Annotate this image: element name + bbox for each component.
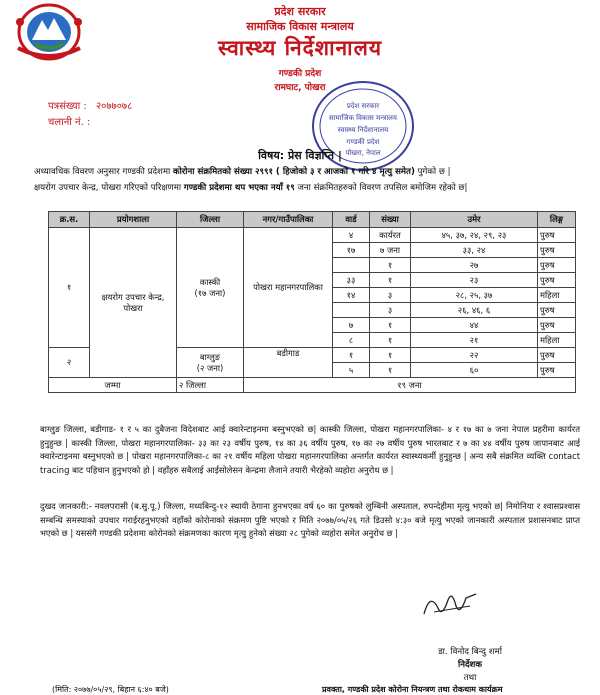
cell-muni-1: पोखरा महानगरपालिका: [244, 228, 333, 348]
header-line-5: रामघाट, पोखरा: [274, 83, 326, 93]
cell-age: ६०: [411, 363, 538, 378]
table-total-row: [49, 378, 576, 393]
table-header-row: [49, 212, 576, 228]
cell-count: ७ जना: [370, 243, 411, 258]
cell-ward: [333, 258, 370, 273]
summary-text-d: क्षयरोग उपचार केन्द्र, पोखरा गरिएको परिक्षणमा: [34, 183, 184, 193]
stamp-line-1: प्रदेश सरकार: [346, 102, 380, 110]
cell-count: ३: [370, 303, 411, 318]
cell-age: २७: [411, 258, 538, 273]
cell-ward: ८: [333, 333, 370, 348]
cell-age: २८, २५, ३७: [411, 288, 538, 303]
summary-paragraph: [34, 164, 574, 196]
cell-ward: ४: [333, 228, 370, 243]
cell-age: २३: [411, 273, 538, 288]
cell-count: कार्यरत: [370, 228, 411, 243]
stamp-line-5: पोखरा, नेपाल: [345, 149, 381, 157]
cell-muni-2: बडीगाड: [244, 348, 333, 378]
cell-sex: पुरुष: [538, 303, 576, 318]
cell-count: १: [370, 258, 411, 273]
cell-age: ३३, २४: [411, 243, 538, 258]
cell-sex: महिला: [538, 288, 576, 303]
subject-line: विषय: प्रेस विज्ञप्ति |: [258, 149, 342, 162]
col-district: जिल्ला: [177, 212, 244, 228]
cell-ward: १७: [333, 243, 370, 258]
col-municipality: नगर/गाउँपालिका: [244, 212, 333, 228]
patra-value: २०७७०७८: [95, 101, 133, 112]
footer-date: (मिति: २०७७/०५/२९, बिहान ६:४० बजे): [52, 685, 169, 694]
signatory-title: निर्देशक: [457, 660, 482, 670]
signatory-name: डा. विनोद बिन्दु शर्मा: [438, 647, 502, 657]
col-ward: वार्ड: [333, 212, 370, 228]
chalani-number: चलानी नं. :: [48, 117, 91, 128]
cell-district-2: [177, 348, 244, 378]
col-count: संख्या: [370, 212, 411, 228]
cell-sex: पुरुष: [538, 273, 576, 288]
cell-count: १: [370, 318, 411, 333]
col-sn: क्र.स.: [49, 212, 90, 228]
cell-sn-1: १: [49, 228, 90, 348]
cell-age: २६, ४६, ६: [411, 303, 538, 318]
stamp-line-4: गण्डकी प्रदेश: [346, 138, 380, 146]
cases-table: [48, 211, 576, 393]
cell-sn-2: २: [49, 348, 90, 378]
district-1-name: कास्की: [199, 276, 221, 287]
cell-sex: पुरुष: [538, 363, 576, 378]
header-line-1: प्रदेश सरकार: [274, 5, 326, 18]
cell-lab: क्षयरोग उपचार केन्द्र, पोखरा: [90, 228, 177, 378]
cell-sex: पुरुष: [538, 318, 576, 333]
cell-sex: पुरुष: [538, 258, 576, 273]
cell-age: २१: [411, 333, 538, 348]
district-1-count: (१७ जना): [194, 287, 226, 298]
cell-sex: पुरुष: [538, 348, 576, 363]
district-2-count: (२ जना): [196, 362, 224, 373]
total-districts: २ जिल्ला: [177, 378, 244, 393]
cell-ward: ५: [333, 363, 370, 378]
cell-ward: १: [333, 348, 370, 363]
cell-age: ४४: [411, 318, 538, 333]
patra-sankhya: [48, 98, 132, 112]
col-lab: प्रयोगशाला: [90, 212, 177, 228]
cell-sex: पुरुष: [538, 243, 576, 258]
header-title: स्वास्थ्य निर्देशानालय: [217, 36, 383, 60]
stamp-line-2: सामाजिक विकास मन्त्रालय: [329, 114, 397, 122]
signature-icon: [420, 588, 480, 620]
total-label: जम्मा: [49, 378, 177, 393]
cell-count: १: [370, 273, 411, 288]
cell-ward: [333, 303, 370, 318]
summary-total-cases: कोरोना संक्रमितको संख्या २९९१ ( हिजोको ३ र आजको १ गरि ४ मृत्यु समेत): [172, 167, 415, 177]
summary-text-f: जना संक्रमितहरुको विवरण तपसिल बमोजिम रहेको छ|: [294, 183, 468, 193]
condolence-paragraph: दुखद जानकारी:- नवलपरासी (ब.सु.पू.) जिल्ला, मध्यबिन्दु-१२ स्थायी ठेगाना हुनभएका वर्ष ६० का पुरुषको लुम्बिनी अस्पताल, रुपन्देहीमा मृत्यु भएको छ| निमोनिया र श्वासप्रश्वास सम्बन्धि समस्याको उपचार गराईरहनुभएको वहाँको कोरोनाको संक्रमण पुष्टि भएको र मिति २०७७/०५/२६ गते डिउसो ४:३० बजे मृत्यु भएको जानकारी अस्पताल प्रशासनबाट प्राप्त भएको छ | यससंगै गण्डकी प्रदेशमा कोरोनको संक्रमणका कारण मृत्यु हुनेको संख्या २८ पुगेको व्यहोरा समेत अनुरोध छ |: [40, 501, 580, 539]
header-line-4: गण्डकी प्रदेश: [278, 69, 322, 79]
signatory-and: तथा: [463, 673, 477, 683]
summary-text-a: अध्यावधिक विवरण अनुसार गण्डकी प्रदेशमा: [34, 167, 173, 177]
col-age: उमेर: [411, 212, 538, 228]
table-row: [49, 228, 576, 243]
cell-count: १: [370, 363, 411, 378]
col-sex: लिङ्ग: [538, 212, 576, 228]
cell-sex: महिला: [538, 333, 576, 348]
cell-ward: ३३: [333, 273, 370, 288]
cell-count: १: [370, 348, 411, 363]
district-2-name: बाग्लुङ: [199, 351, 221, 362]
details-paragraph: बाग्लुङ जिल्ला, बडीगाड- १ र ५ का दुबैजना विदेशबाट आई क्वारेन्टाइनमा बस्नुभएको छ| कास्की जिल्ला, पोखरा महानगरपालिका- ४ र १७ का ७ जना नेपाल प्रहरीमा कार्यरत हुनुहुन्छ | कास्की जिल्ला, पोखरा महानगरपालिका- ३३ का २३ वर्षीय पुरुष, १४ का ३६ वर्षीय पुरुष, १७ का २७ वर्षीय पुरुष भारतबाट र ७ का ४४ वर्षीय पुरुष जापानबाट आई क्वारेन्टाइनमा बस्नुभएको छ | पोखरा महानगरपालिका-८ का २१ वर्षीय महिला पोखरा महानगरपालिका अन्तर्गत कार्यरत स्वास्थ्यकर्मी हुनुहुन्छ | अन्य सबै संक्रमित व्यक्ति contact tracing बाट पहिचान हुनुभएको हो | वहाँहरु सबैलाई आईसोलेसन केन्द्रमा लैजाने तयारी भैरहेको व्यहोरा अनुरोध छ |: [40, 424, 580, 475]
cell-count: १: [370, 333, 411, 348]
header-line-2: सामाजिक विकास मन्त्रालय: [246, 20, 354, 33]
cell-ward: ७: [333, 318, 370, 333]
footer-issuer: प्रवक्ता, गण्डकी प्रदेश कोरोना नियन्त्रण तथा रोकथाम कार्यक्रम: [322, 685, 503, 694]
cell-age: २२: [411, 348, 538, 363]
cell-count: ३: [370, 288, 411, 303]
cell-ward: १४: [333, 288, 370, 303]
cell-sex: पुरुष: [538, 228, 576, 243]
cell-age: ४५, ३७, २४, २९, २३: [411, 228, 538, 243]
patra-label: पत्रसंख्या :: [48, 101, 87, 112]
stamp-line-3: स्वास्थ्य निर्देशानालय: [337, 126, 389, 134]
summary-text-c: पुगेको छ |: [414, 167, 451, 177]
total-people: १९ जना: [244, 378, 576, 393]
cell-district-1: [177, 228, 244, 348]
summary-new-cases: गण्डकी प्रदेशमा थप भएका नयाँ १९: [183, 183, 295, 193]
